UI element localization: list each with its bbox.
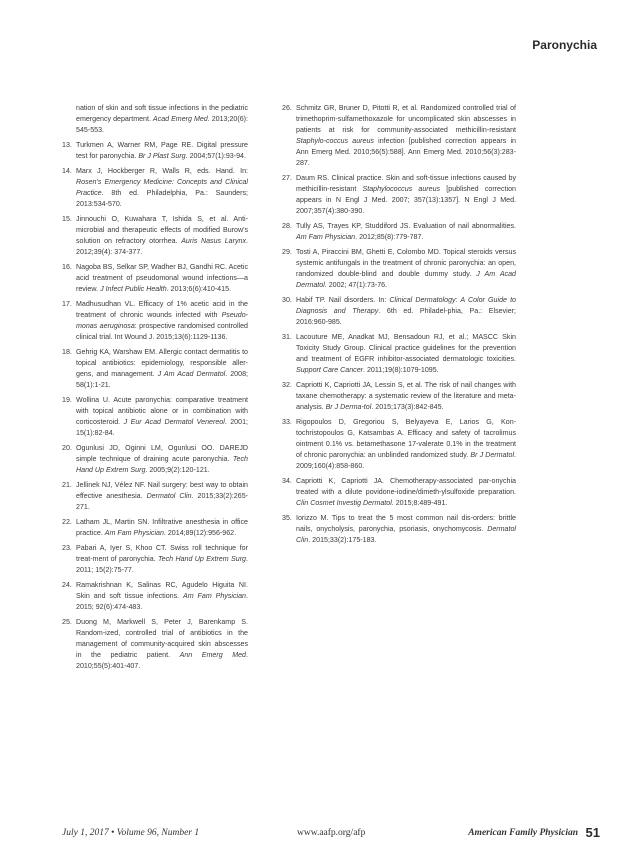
reference-number: 27. [282,174,292,182]
reference-source: Am Fam Physician [104,529,164,537]
page-footer [62,826,600,842]
reference-number: 24. [62,581,72,589]
reference-item [282,103,516,169]
section-title: Paronychia [532,38,597,52]
reference-item [62,140,248,162]
reference-item [282,417,516,472]
reference-citation: . 2011;19(8):1079-1095. [363,366,439,374]
reference-source: Am Fam Physician [183,592,246,600]
reference-source: Tech Hand Up Extrem Surg [157,555,246,563]
reference-text: Madhusudhan VL. Efficacy of 1% acetic acid in the treatment of chronic wounds infected with [76,300,248,319]
reference-item [62,395,248,439]
reference-text: Turkmen A, Warner RM, Page RE. Digital pressure test for paronychia. [76,141,248,160]
reference-number: 29. [282,248,292,256]
reference-citation: . 2005;9(2):120-121. [145,466,210,474]
reference-item [62,347,248,391]
reference-text: Daum RS. Clinical practice. Skin and soft-tissue infections caused by methicillin-resistant [296,174,516,193]
reference-number: 14. [62,167,72,175]
reference-text: Nagoba BS, Selkar SP, Wadher BJ, Gandhi RC. Acetic acid treatment of pseudomonal wound infections—a review. [76,263,248,293]
references-right-column [282,103,516,550]
reference-source: J Eur Acad Dermatol Venereol [123,418,225,426]
reference-source: Support Care Cancer [296,366,364,374]
reference-number: 35. [282,514,292,522]
reference-citation: . 2002; 47(1):73-76. [324,281,388,289]
reference-item [62,166,248,210]
reference-text: Ogunlusi JD, Oginni LM, Ogunlusi OO. DAREJD simple technique of draining acute paronychia. [76,444,248,463]
reference-number: 15. [62,215,72,223]
reference-source: J Infect Public Health [100,285,167,293]
reference-item [62,617,248,672]
reference-citation: . 8th ed. Philadelphia, Pa.: Saunders; 2013:534-570. [76,189,248,208]
reference-item [282,221,516,243]
reference-source: J Am Acad Dermatol [157,370,226,378]
reference-source: Tech Hand Up Extrem Surg [76,455,248,474]
reference-item [282,380,516,413]
reference-item [282,476,516,509]
reference-item [62,262,248,295]
reference-text: Marx J, Hockberger R, Walls R, eds. Hand. In: [76,167,248,175]
reference-citation: . 2004;57(1):93-94. [185,152,246,160]
reference-number: 20. [62,444,72,452]
issue-info: July 1, 2017 • Volume 96, Number 1 [62,828,200,838]
reference-citation: . 2008; 58(1):1-21. [76,370,248,389]
reference-source: Rosen's Emergency Medicine: Concepts and Clinical Practice [76,178,248,197]
reference-number: 21. [62,481,72,489]
reference-source: Acad Emerg Med [152,115,208,123]
reference-source: Auris Nasus Larynx [181,237,247,245]
reference-number: 26. [282,104,292,112]
reference-text: Jellinek NJ, Vélez NF. Nail surgery: best way to obtain effective anesthesia. [76,481,248,500]
reference-text: Tosti A, Piraccini BM, Ghetti E, Colombo MD. Topical steroids versus systemic antifungals in the treatment of chronic paronychia: an open, randomized double-blind and double dummy study. [296,248,516,278]
reference-source: Dermatol Clin [296,525,516,544]
reference-text: Lacouture ME, Anadkat MJ, Bensadoun RJ, et al.; MASCC Skin Toxicity Study Group. Clinical practice guidelines for the prevention and treatment of EGFR inhibitor-associated dermatologic toxicities. [296,333,516,363]
reference-number: 16. [62,263,72,271]
reference-item [62,517,248,539]
reference-text: Jinnouchi O, Kuwahara T, Ishida S, et al. Anti-microbial and therapeutic effects of modified Burow's solution on refractory otorrhea. [76,215,248,245]
reference-citation: . 2013;20(6): 545-553. [76,115,249,134]
reference-text: Ramakrishnan K, Salinas RC, Agudelo Higuita NI. Skin and soft tissue infections. [76,581,248,600]
reference-source: Ann Emerg Med [179,651,246,659]
reference-source: Clinical Dermatology: A Color Guide to Diagnosis and Therapy [296,296,516,315]
reference-source: Br J Plast Surg [138,152,186,160]
reference-item [282,173,516,217]
reference-text: Habif TP. Nail disorders. In: [296,296,390,304]
reference-citation: infection [published correction appears in Ann Emerg Med. 2010;56(5):588]. Ann Emerg Med. 2010;56(3):283-287. [296,137,516,167]
reference-item [62,580,248,613]
reference-item [282,332,516,376]
reference-text: Iorizzo M. Tips to treat the 5 most common nail dis-orders: brittle nails, onycholysis, paronychia, psoriasis, onychomycosis. [296,514,516,533]
reference-citation: . 2009;160(4):858-860. [296,451,516,470]
reference-item [62,103,248,136]
reference-number: 23. [62,544,72,552]
reference-text: Rigopoulos D, Gregoriou S, Belyayeva E, Larios G, Kon-tochristopoulos G, Katsambas A. Efficacy and safety of tacrolimus ointment 0.1% vs. betamethasone 17-valerate 0.1% in the treatment of chronic paronychia: an unblinded randomized study. [296,418,516,459]
reference-number: 31. [282,333,292,341]
reference-number: 13. [62,141,72,149]
reference-number: 32. [282,381,292,389]
reference-number: 22. [62,518,72,526]
reference-citation: . 2015;173(3):842-845. [371,403,444,411]
reference-item [62,543,248,576]
reference-item [282,513,516,546]
reference-source: Dermatol Clin [146,492,192,500]
reference-citation: . 2015; 92(6):474-483. [76,592,248,611]
reference-citation: . 2015;33(2):175-183. [308,536,377,544]
reference-citation: [published correction appears in N Engl J Med. 2007; 357(13):1357]. N Engl J Med. 2007;357(4):380-390. [296,185,516,215]
reference-number: 34. [282,477,292,485]
reference-text: Duong M, Markwell S, Peter J, Barenkamp S. Random-ized, controlled trial of antibiotics in the management of community-acquired skin abscesses in the pediatric patient. [76,618,248,659]
reference-item [62,443,248,476]
references-left-column [62,103,248,676]
reference-citation: : prospective randomised controlled clinical trial. Int Wound J. 2015;13(6):1129-1136. [76,322,248,341]
reference-number: 30. [282,296,292,304]
journal-name: American Family Physician [468,828,578,838]
reference-citation: . 2014;89(12):956-962. [163,529,237,537]
page-number: 51 [585,825,600,840]
reference-text: Capriotti K, Capriotti JA. Chemotherapy-associated par-onychia treated with a dilute povidone-iodine/dimeth-ylsulfoxide preparation. [296,477,516,496]
reference-number: 18. [62,348,72,356]
reference-item [62,480,248,513]
reference-citation: . 2010;55(5):401-407. [76,651,248,670]
reference-item [282,247,516,291]
reference-source: Staphylo-coccus aureus [296,137,374,145]
reference-number: 17. [62,300,72,308]
reference-text: Wollina U. Acute paronychia: comparative treatment with topical antibiotic alone or in combination with corticosteroid. [76,396,248,426]
reference-source: Staphylococcus aureus [362,185,441,193]
reference-text: Gehrig KA, Warshaw EM. Allergic contact dermatitis to topical antibiotics: epidemiology, responsible aller-gens, and management. [76,348,248,378]
journal-url[interactable]: www.aafp.org/afp [297,828,366,838]
reference-source: Am Fam Physician [296,233,356,241]
reference-citation: . 2001; 15(1):82-84. [76,418,248,437]
reference-citation: . 2015;33(2):265-271. [76,492,249,511]
reference-text: Schmitz GR, Bruner D, Pitotti R, et al. Randomized controlled trial of trimethoprim-sulfamethoxazole for uncomplicated skin abscesses in patients at risk for community-associated methicillin-resistant [296,104,516,134]
reference-number: 25. [62,618,72,626]
reference-source: J Am Acad Dermatol [296,270,516,289]
reference-text: Latham JL, Martin SN. Infiltrative anesthesia in office practice. [76,518,248,537]
reference-item [62,299,248,343]
reference-text: nation of skin and soft tissue infections in the pediatric emergency department. [76,104,248,123]
reference-source: Br J Derma-tol [325,403,372,411]
reference-citation: . 2012;39(4): 374-377. [76,237,248,256]
reference-number: 28. [282,222,292,230]
reference-citation: . 2013;6(6):410-415. [166,285,231,293]
reference-citation: . 6th ed. Philadel-phia, Pa.: Elsevier; 2016:960-985. [296,307,516,326]
reference-citation: . 2015;8:489-491. [391,499,448,507]
reference-citation: . 2012;85(8):779-787. [355,233,424,241]
reference-text: Tully AS, Trayes KP, Studdiford JS. Evaluation of nail abnormalities. [296,222,516,230]
reference-text: Pabari A, Iyer S, Khoo CT. Swiss roll technique for treat-ment of paronychia. [76,544,248,563]
reference-number: 33. [282,418,292,426]
reference-source: Pseudo-monas aeruginosa [76,311,248,330]
reference-number: 19. [62,396,72,404]
reference-source: Clin Cosmet Investig Dermatol [296,499,392,507]
reference-item [62,214,248,258]
reference-source: Br J Dermatol [470,451,515,459]
reference-text: Capriotti K, Capriotti JA, Lessin S, et al. The risk of nail changes with taxane chemotherapy: a systematic review of the literature and meta-analysis. [296,381,516,411]
reference-citation: . 2011; 15(2):75-77. [76,555,248,574]
reference-item [282,295,516,328]
